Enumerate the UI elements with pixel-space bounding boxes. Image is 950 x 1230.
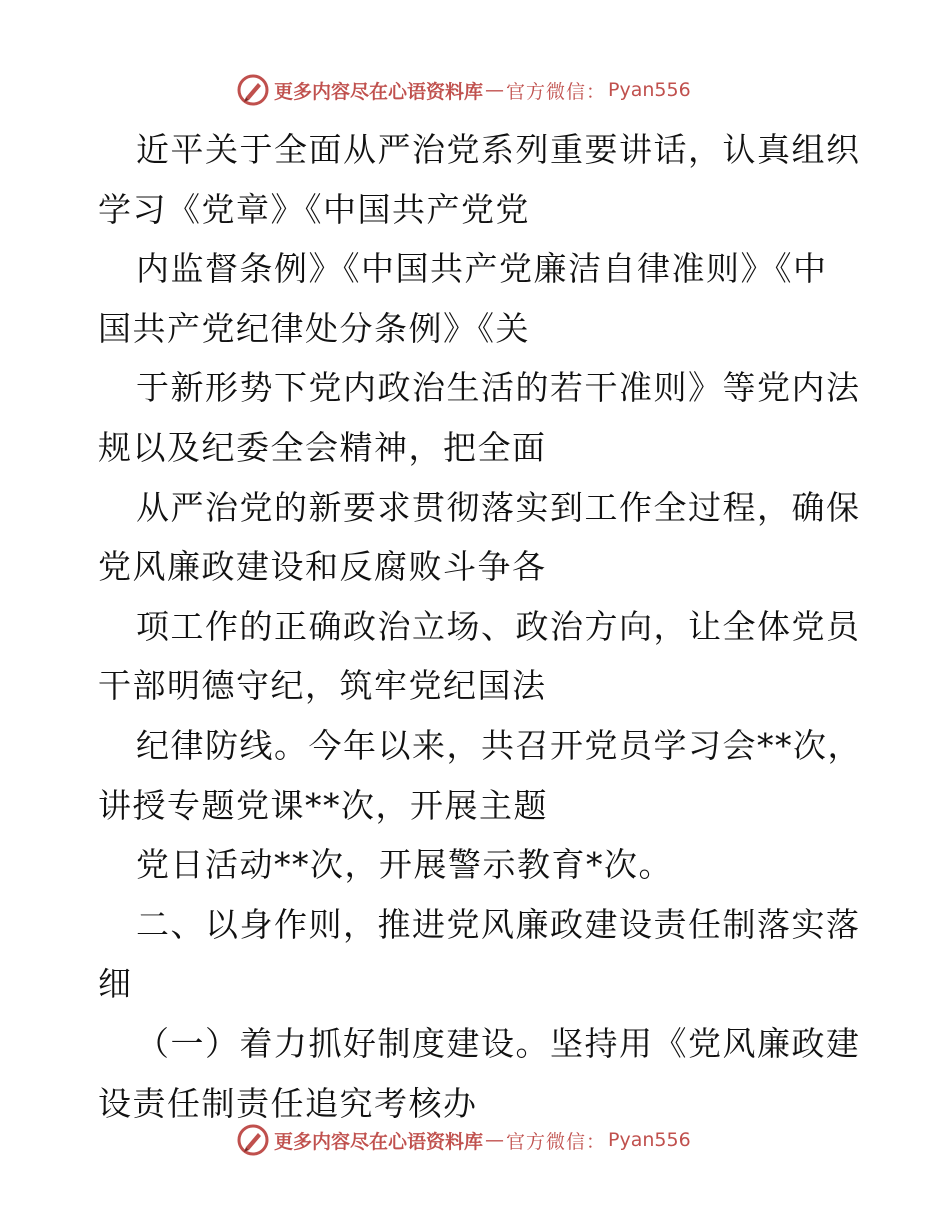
watermark-main-text: 更多内容尽在心语资料库	[274, 1130, 484, 1153]
text-line: 学习《党章》《中国共产党党	[98, 189, 530, 229]
watermark-sub-text: 官方微信：	[506, 80, 607, 103]
document-body	[98, 120, 862, 1133]
text-line: 内监督条例》《中国共产党廉洁自律准则》《中	[136, 249, 828, 289]
text-line: 干部明德守纪，筑牢党纪国法	[98, 666, 547, 706]
section-heading: 二、以身作则，推进党风廉政建设责任制落实落	[136, 904, 861, 944]
section-heading-continuation: 细	[98, 964, 133, 1004]
text-line: 设责任制责任追究考核办	[98, 1083, 478, 1123]
pen-logo-icon	[236, 1123, 270, 1157]
text-line: 党风廉政建设和反腐败斗争各	[98, 547, 547, 587]
text-line: 党日活动**次，开展警示教育*次。	[136, 845, 673, 885]
text-line: 国共产党纪律处分条例》《关	[98, 308, 530, 348]
footer-watermark	[236, 1122, 756, 1158]
text-line: 从严治党的新要求贯彻落实到工作全过程，确保	[136, 487, 861, 527]
text-line: 规以及纪委全会精神，把全面	[98, 427, 547, 467]
header-watermark	[236, 72, 756, 108]
pen-logo-icon	[236, 73, 270, 107]
watermark-id: Pyan556	[608, 79, 691, 101]
text-line: 讲授专题党课**次，开展主题	[98, 785, 548, 825]
subsection-heading: （一）着力抓好制度建设。坚持用《党风廉政建	[136, 1023, 861, 1063]
text-line: 近平关于全面从严治党系列重要讲话，认真组织	[136, 130, 861, 169]
watermark-separator: —	[485, 1129, 505, 1151]
watermark-sub-text: 官方微信：	[506, 1130, 607, 1153]
text-line: 纪律防线。今年以来，共召开党员学习会**次，	[136, 725, 862, 765]
text-line: 于新形势下党内政治生活的若干准则》等党内法	[136, 368, 861, 408]
watermark-id: Pyan556	[608, 1129, 691, 1151]
watermark-main-text: 更多内容尽在心语资料库	[274, 80, 484, 103]
watermark-separator: —	[485, 79, 505, 101]
text-line: 项工作的正确政治立场、政治方向，让全体党员	[136, 606, 861, 646]
